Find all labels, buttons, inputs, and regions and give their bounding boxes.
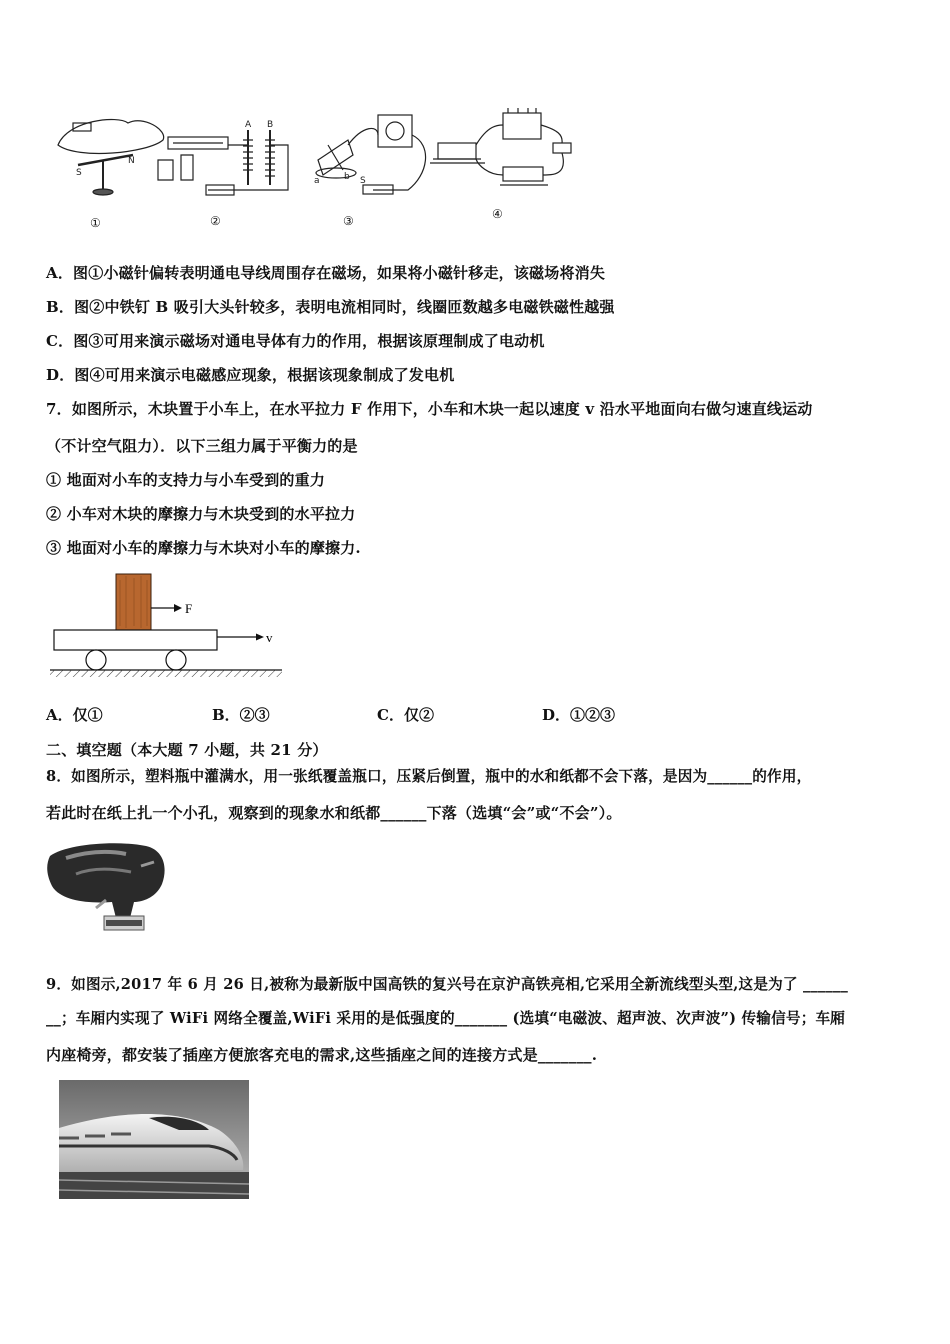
experiment-diagrams xyxy=(48,105,588,235)
fig1-wire xyxy=(58,119,164,153)
figure-label-1: ① xyxy=(90,216,101,230)
fig1-needle xyxy=(78,155,133,165)
wooden-block xyxy=(116,574,151,630)
force-label: F xyxy=(185,601,193,616)
q7-stem-line2: （不计空气阻力）．以下三组力属于平衡力的是 xyxy=(46,437,358,455)
fig1-label-s: S xyxy=(76,168,82,178)
cart-wheel-right xyxy=(166,650,186,670)
fig2-label-b: B xyxy=(267,120,274,130)
fig4-rheostat xyxy=(503,167,543,181)
fig2-battery xyxy=(158,160,173,180)
figure-label-2: ② xyxy=(210,214,221,228)
q7-item-2: ② 小车对木块的摩擦力与木块受到的水平拉力 xyxy=(46,505,356,523)
q7-option-c: C．仅② xyxy=(377,706,434,724)
ground-hatch xyxy=(50,670,282,677)
figure-label-3: ③ xyxy=(343,214,354,228)
q6-option-d: D．图④可用来演示电磁感应现象，根据该现象制成了发电机 xyxy=(46,366,455,384)
velocity-label: v xyxy=(266,630,273,645)
cart-wheel-left xyxy=(86,650,106,670)
q6-option-b: B．图②中铁钉 B 吸引大头针较多，表明电流相同时，线圈匝数越多电磁铁磁性越强 xyxy=(46,298,615,316)
track xyxy=(59,1172,249,1199)
fig3-label-s: S xyxy=(360,176,366,186)
figure-label-4: ④ xyxy=(492,207,503,221)
q6-option-c: C．图③可用来演示磁场对通电导体有力的作用，根据该原理制成了电动机 xyxy=(46,332,545,350)
fig4-battery xyxy=(503,113,541,139)
q7-item-1: ① 地面对小车的支持力与小车受到的重力 xyxy=(46,471,326,489)
cart-block-figure xyxy=(46,568,286,680)
fig3-meter xyxy=(378,115,412,147)
high-speed-train-image xyxy=(59,1080,249,1199)
fig2-label-a: A xyxy=(245,120,252,130)
q9-line3: 内座椅旁，都安装了插座方便旅客充电的需求,这些插座之间的连接方式是_______. xyxy=(46,1046,598,1064)
experiment-figures xyxy=(48,105,588,235)
fig1-label-n: N xyxy=(128,156,135,166)
q9-line2: __；车厢内实现了 WiFi 网络全覆盖,WiFi 采用的是低强度的_______ (选填“电磁波、超声波、次声波”) 传输信号；车厢 xyxy=(46,1010,846,1027)
q7-stem-line1: 7．如图所示，木块置于小车上，在水平拉力 F 作用下，小车和木块一起以速度 v 沿水平地面向右做匀速直线运动 xyxy=(46,400,813,418)
inverted-bottle-image xyxy=(46,838,172,940)
fig3-label-a: a xyxy=(314,176,320,186)
q7-item-3: ③ 地面对小车的摩擦力与木块对小车的摩擦力. xyxy=(46,539,361,557)
q9-line1: 9．如图示,2017 年 6 月 26 日,被称为最新版中国高铁的复兴号在京沪高铁亮相,它采用全新流线型头型,这是为了 ______ xyxy=(46,976,848,993)
cart-body xyxy=(54,630,217,650)
q6-option-a: A．图①小磁针偏转表明通电导线周围存在磁场，如果将小磁针移走，该磁场将消失 xyxy=(46,264,606,282)
q7-option-d: D．①②③ xyxy=(542,706,616,724)
q8-line2: 若此时在纸上扎一个小孔，观察到的现象水和纸都______下落（选填“会”或“不会”）。 xyxy=(46,804,622,822)
q7-option-b: B．②③ xyxy=(212,706,270,724)
section2-title: 二、填空题（本大题 7 小题，共 21 分） xyxy=(46,741,328,759)
fig3-label-b: b xyxy=(344,172,350,182)
q8-line1: 8．如图所示，塑料瓶中灌满水，用一张纸覆盖瓶口，压紧后倒置，瓶中的水和纸都不会下落，是因为______的作用， xyxy=(46,768,812,785)
q7-option-a: A．仅① xyxy=(46,706,103,724)
fig4-motor xyxy=(438,143,476,159)
